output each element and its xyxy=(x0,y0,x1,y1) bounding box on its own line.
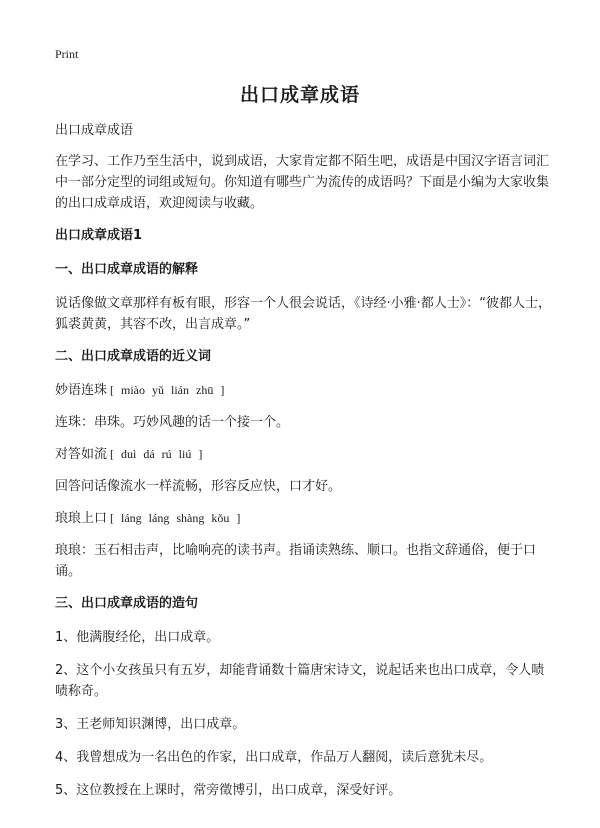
synonym-word: 对答如流 xyxy=(55,447,108,462)
example-sentence: 3、王老师知识渊博，出口成章。 xyxy=(55,717,246,732)
example-sentence: 4、我曾想成为一名出色的作家，出口成章，作品万人翻阅，读后意犹未尽。 xyxy=(55,750,493,765)
synonym-term xyxy=(55,444,555,465)
print-link[interactable]: Print xyxy=(55,47,79,61)
synonym-description: 回答问话像流水一样流畅，形容反应快，口才好。 xyxy=(55,479,342,494)
example-sentence: 1、他满腹经伦，出口成章。 xyxy=(55,630,220,645)
examples-heading: 三、出口成章成语的造句 xyxy=(55,596,199,611)
synonym-term xyxy=(55,508,555,529)
synonym-word: 琅琅上口 xyxy=(55,511,108,526)
synonyms-heading: 二、出口成章成语的近义词 xyxy=(55,349,212,364)
page-title: 出口成章成语 xyxy=(239,84,360,106)
synonym-description: 琅琅：玉石相击声，比喻响亮的读书声。指诵读熟练、顺口。也指文辞通俗，便于口诵。 xyxy=(55,543,537,579)
synonym-pinyin: [ duì dá rú liú ] xyxy=(110,447,203,461)
synonym-term xyxy=(55,380,555,401)
section-heading: 出口成章成语1 xyxy=(55,228,143,243)
example-sentence: 5、这位教授在上课时，常旁徵博引，出口成章，深受好评。 xyxy=(55,783,402,798)
synonym-pinyin: [ miào yǔ lián zhū ] xyxy=(110,383,225,397)
synonym-description: 连珠：串珠。巧妙风趣的话一个接一个。 xyxy=(55,415,290,430)
explanation-text: 说话像做文章那样有板有眼，形容一个人很会说话，《诗经·小雅·都人士》：“彼都人士，狐裘黄黄，其容不改，出言成章。” xyxy=(55,296,552,332)
explanation-heading: 一、出口成章成语的解释 xyxy=(55,262,199,277)
intro-paragraph: 在学习、工作乃至生活中，说到成语，大家肯定都不陌生吧，成语是中国汉字语言词汇中一部分定型的词组或短句。你知道有哪些广为流传的成语吗？下面是小编为大家收集的出口成章成语，欢迎阅读与收藏。 xyxy=(55,154,550,211)
synonym-pinyin: [ láng láng shàng kǒu ] xyxy=(110,511,241,525)
example-sentence: 2、这个小女孩虽只有五岁，却能背诵数十篇唐宋诗文，说起话来也出口成章，令人啧啧称奇。 xyxy=(55,663,545,699)
synonym-word: 妙语连珠 xyxy=(55,383,108,398)
article-body xyxy=(55,120,555,813)
article-subtitle: 出口成章成语 xyxy=(55,123,134,138)
